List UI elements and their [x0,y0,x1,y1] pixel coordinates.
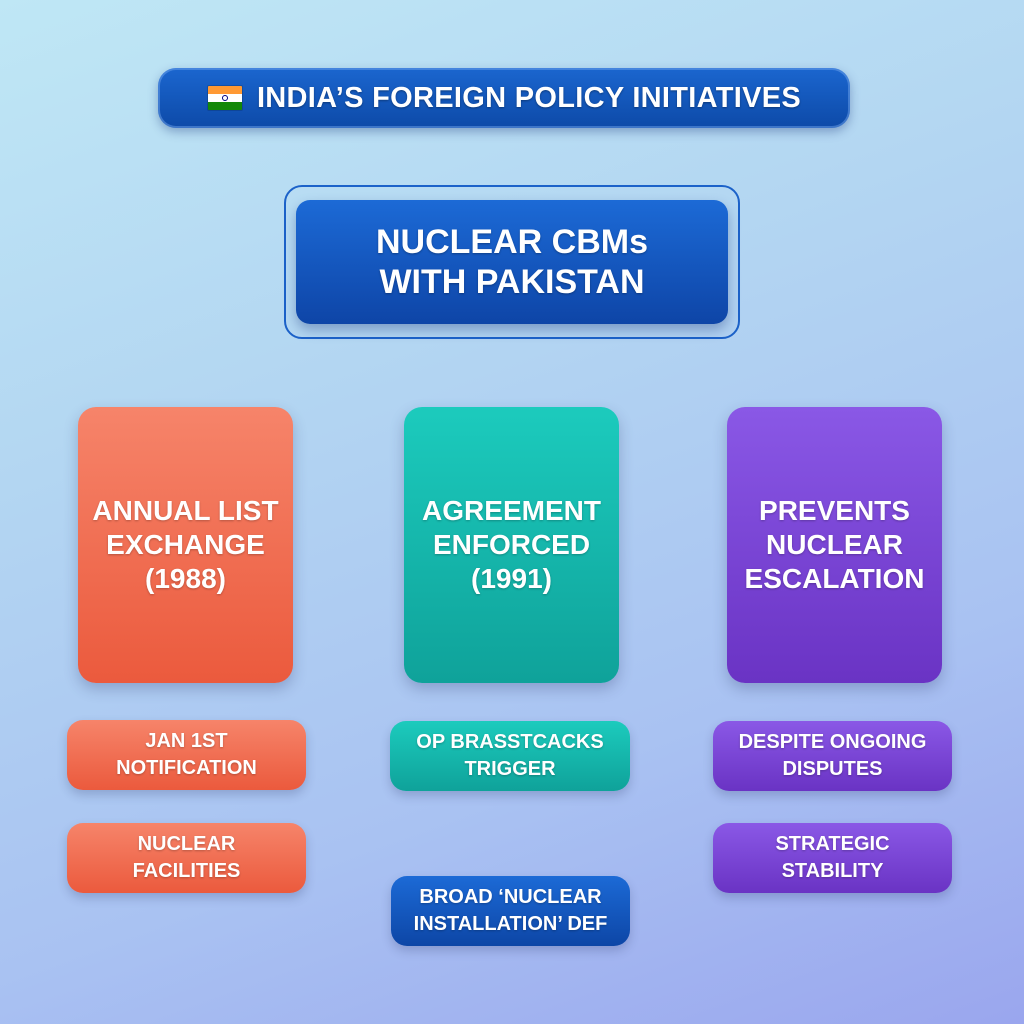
title-banner [158,68,850,128]
pill-nuclear-facilities: NUCLEAR FACILITIES [67,823,306,893]
node-annual-list-exchange: ANNUAL LIST EXCHANGE (1988) [78,407,293,683]
pill-op-brasstacks-trigger: OP BRASSTCACKS TRIGGER [390,721,630,791]
pill-jan-1st-notification: JAN 1ST NOTIFICATION [67,720,306,790]
central-node: NUCLEAR CBMs WITH PAKISTAN [296,200,728,324]
pill-despite-ongoing-disputes: DESPITE ONGOING DISPUTES [713,721,952,791]
pill-nuclear-installation-def: BROAD ‘NUCLEAR INSTALLATION’ DEF [391,876,630,946]
page-title: INDIA’S FOREIGN POLICY INITIATIVES [256,81,802,114]
node-prevents-escalation: PREVENTS NUCLEAR ESCALATION [727,407,942,683]
india-flag-icon [207,85,243,111]
node-agreement-enforced: AGREEMENT ENFORCED (1991) [404,407,619,683]
pill-strategic-stability: STRATEGIC STABILITY [713,823,952,893]
